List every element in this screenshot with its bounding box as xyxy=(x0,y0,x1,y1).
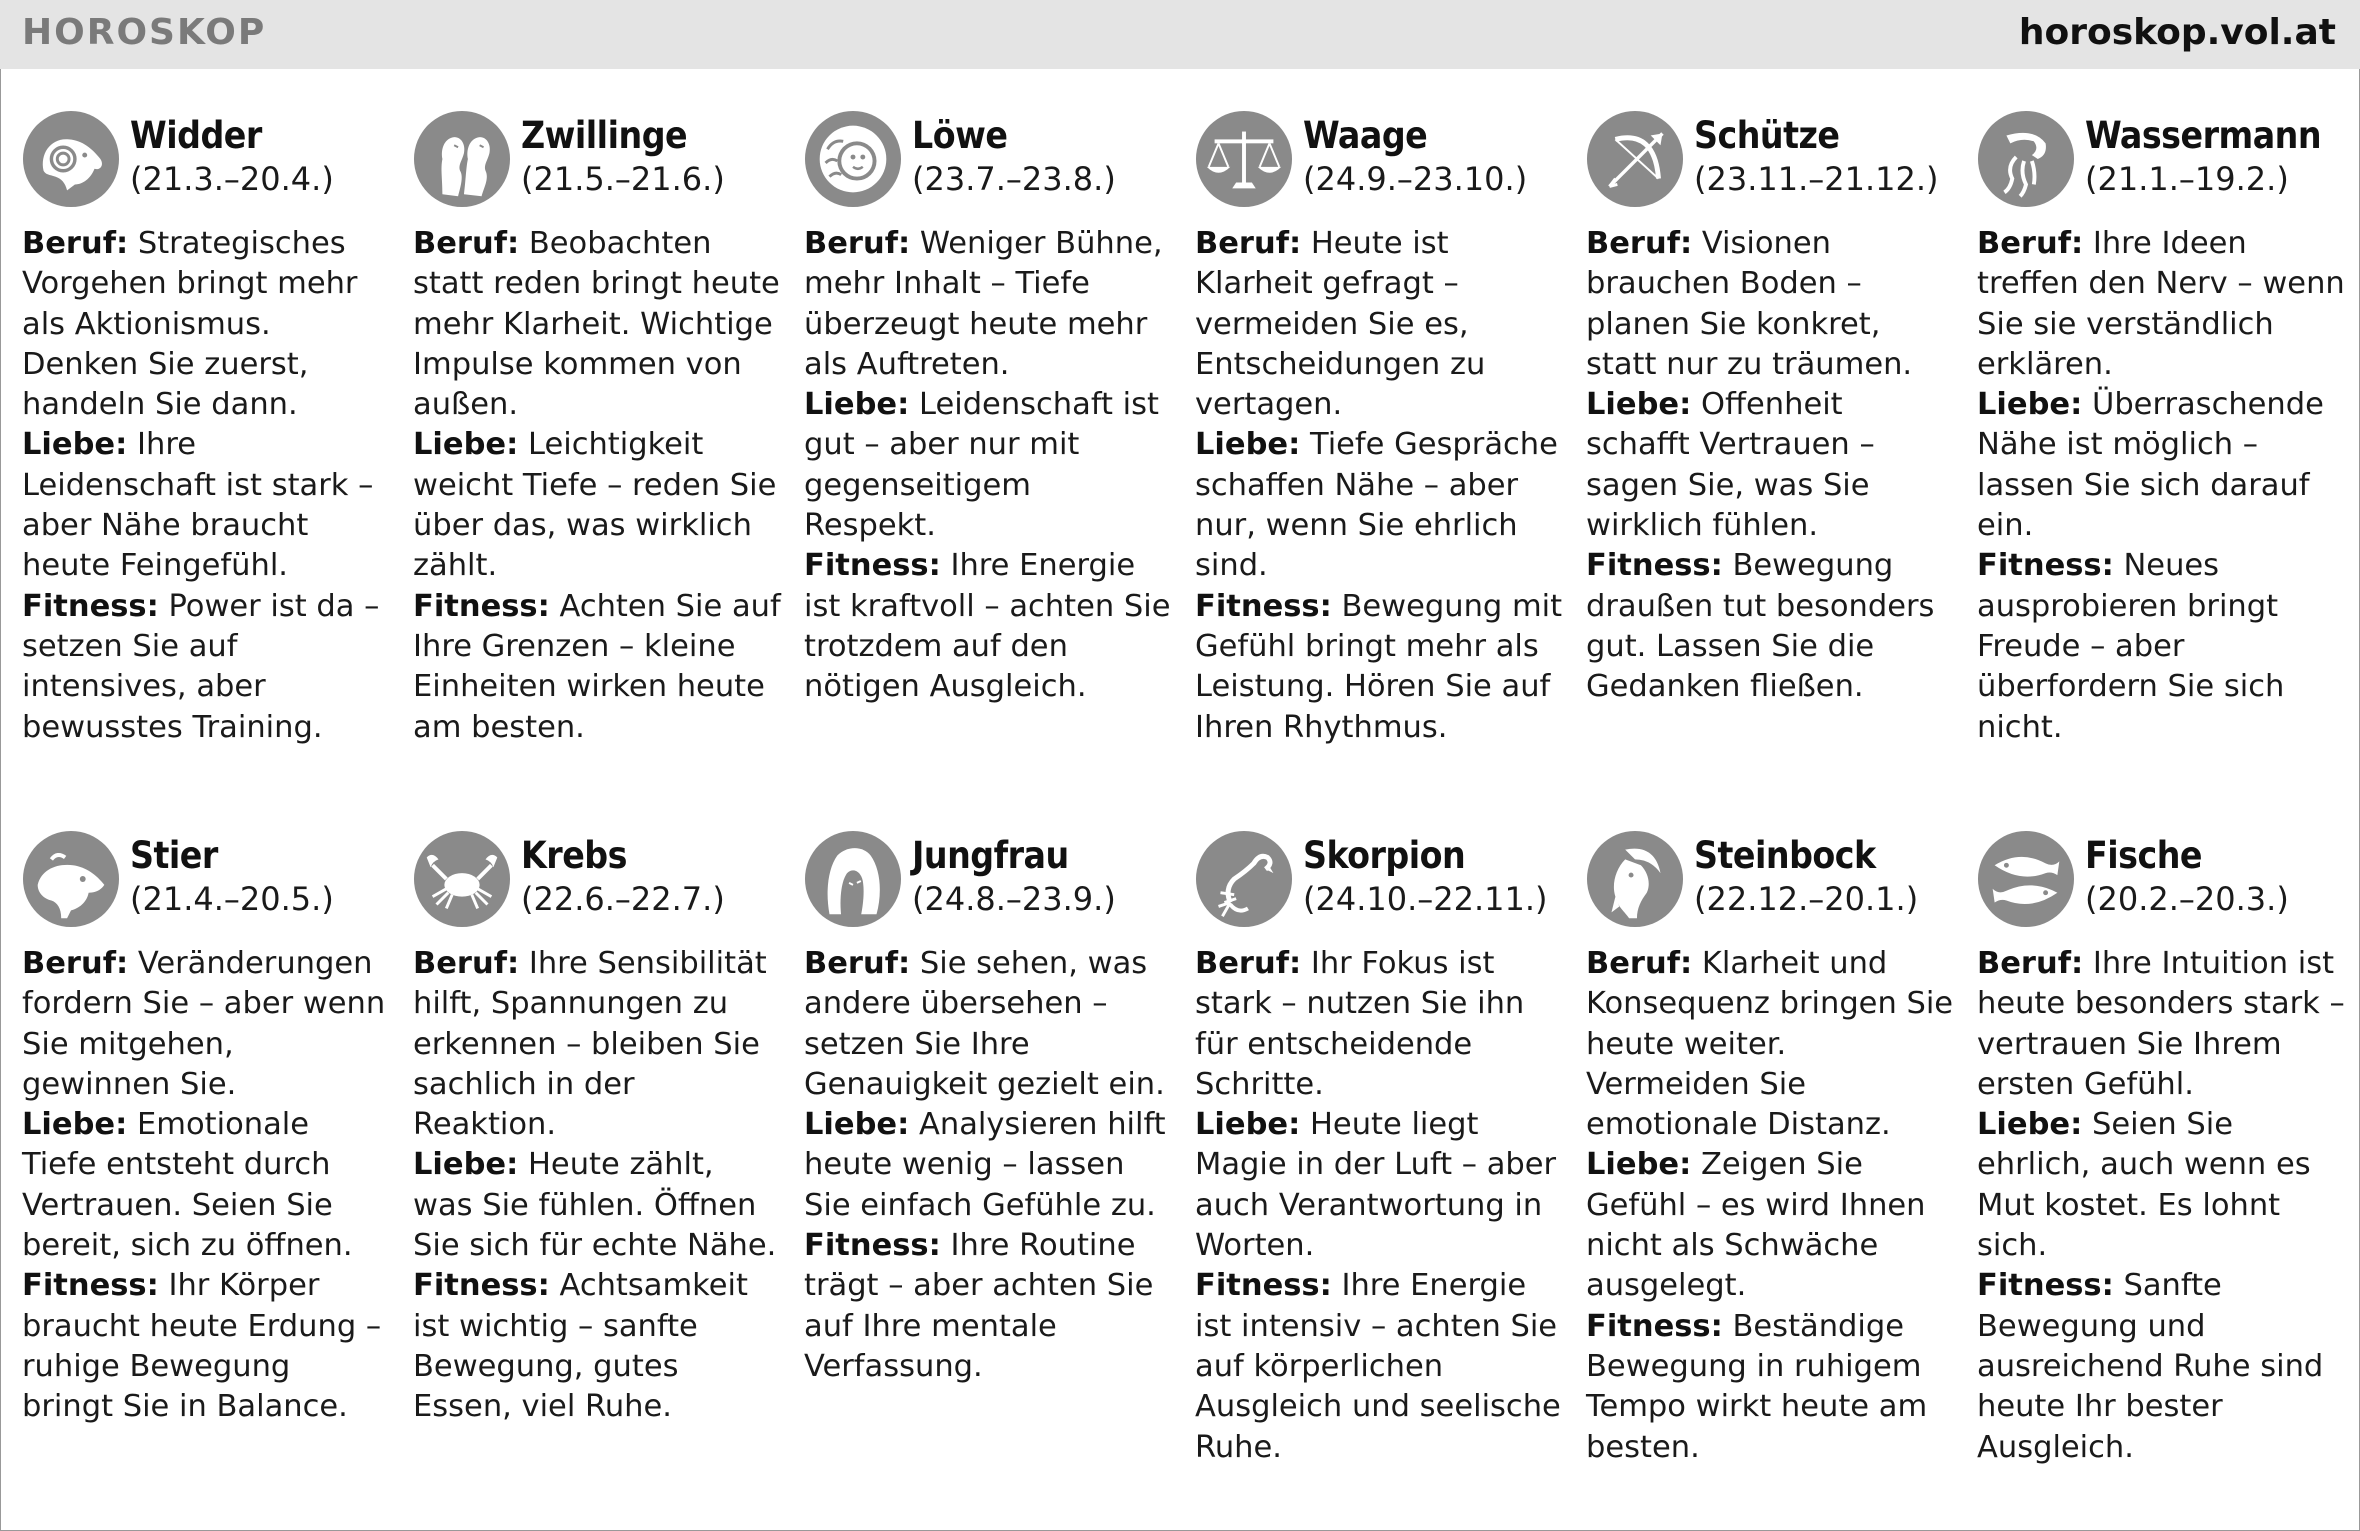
beruf-text: Veränderungen fordern Sie – aber wenn Sie mitgehen, gewinnen Sie. xyxy=(22,946,386,1102)
liebe-label: Liebe: xyxy=(22,1107,128,1143)
sign-text xyxy=(1586,944,1954,1468)
liebe-label: Liebe: xyxy=(413,427,519,463)
beruf-label: Beruf: xyxy=(22,946,129,981)
crab-icon xyxy=(413,830,511,928)
liebe-label: Liebe: xyxy=(413,1147,519,1183)
fitness-text: Bewegung mit Gefühl bringt mehr als Leistung. Hören Sie auf Ihren Rhythmus. xyxy=(1195,588,1563,745)
bow-arrow-icon xyxy=(1586,110,1684,208)
maiden-icon xyxy=(804,830,902,928)
sign-text xyxy=(1195,224,1563,748)
sign-text xyxy=(1586,224,1954,708)
sign-name: Wassermann xyxy=(2085,114,2322,157)
sign-dates: (23.11.–21.12.) xyxy=(1694,160,1939,198)
liebe-text: Ihre Leidenschaft ist stark – aber Nähe braucht heute Feingefühl. xyxy=(22,427,374,584)
bull-icon xyxy=(22,830,120,928)
sign-text xyxy=(22,224,390,748)
sign-text xyxy=(413,224,781,748)
beruf-label: Beruf: xyxy=(1586,226,1693,261)
sign-dates: (21.1.–19.2.) xyxy=(2085,160,2289,198)
sign-text xyxy=(804,224,1172,708)
fitness-label: Fitness: xyxy=(1586,1308,1723,1344)
sign-dates: (22.6.–22.7.) xyxy=(521,880,725,918)
sign-text xyxy=(1977,224,2345,748)
beruf-text: Ihre Ideen treffen den Nerv – wenn Sie sie verständlich erklären. xyxy=(1977,226,2345,382)
liebe-text: Emotionale Tiefe entsteht durch Vertrauen. Seien Sie bereit, sich zu öffnen. xyxy=(22,1107,353,1264)
beruf-label: Beruf: xyxy=(804,226,911,261)
sign-name: Fische xyxy=(2085,834,2202,877)
beruf-label: Beruf: xyxy=(1977,226,2084,261)
scales-icon xyxy=(1195,110,1293,208)
sign-dates: (24.9.–23.10.) xyxy=(1303,160,1528,198)
beruf-text: Klarheit und Konsequenz bringen Sie heute weiter. Vermeiden Sie emotionale Distanz. xyxy=(1586,946,1954,1143)
fitness-text: Ihr Körper braucht heute Erdung – ruhige Bewegung bringt Sie in Balance. xyxy=(22,1268,382,1425)
beruf-text: Visionen brauchen Boden – planen Sie konkret, statt nur zu träumen. xyxy=(1586,226,1913,382)
beruf-label: Beruf: xyxy=(413,226,520,261)
sign-name: Krebs xyxy=(521,834,627,877)
sign-name: Löwe xyxy=(912,114,1008,157)
sign-dates: (24.8.–23.9.) xyxy=(912,880,1116,918)
sign-text xyxy=(1977,944,2345,1468)
fitness-text: Achtsamkeit ist wichtig – sanfte Bewegung, gutes Essen, viel Ruhe. xyxy=(413,1268,748,1425)
sign-text xyxy=(413,944,781,1428)
beruf-label: Beruf: xyxy=(804,946,911,981)
fitness-text: Ihre Energie ist intensiv – achten Sie auf körperlichen Ausgleich und seelische Ruhe. xyxy=(1195,1268,1561,1465)
sign-name: Steinbock xyxy=(1694,834,1876,877)
header-bar xyxy=(0,0,2360,69)
liebe-label: Liebe: xyxy=(22,427,128,463)
fitness-text: Ihre Energie ist kraftvoll – achten Sie trotzdem auf den nötigen Ausgleich. xyxy=(804,548,1171,705)
liebe-text: Analysieren hilft heute wenig – lassen Sie einfach Gefühle zu. xyxy=(804,1107,1166,1223)
liebe-text: Zeigen Sie Gefühl – es wird Ihnen nicht als Schwäche ausgelegt. xyxy=(1586,1147,1926,1304)
fitness-text: Power ist da – setzen Sie auf intensives, aber bewusstes Training. xyxy=(22,588,380,745)
liebe-text: Überraschende Nähe ist möglich – lassen Sie sich darauf ein. xyxy=(1977,387,2324,544)
sign-dates: (23.7.–23.8.) xyxy=(912,160,1116,198)
scorpion-icon xyxy=(1195,830,1293,928)
sign-name: Waage xyxy=(1303,114,1428,157)
liebe-text: Leidenschaft ist gut – aber nur mit gegenseitigem Respekt. xyxy=(804,387,1160,544)
fitness-label: Fitness: xyxy=(804,1228,941,1264)
sign-dates: (20.2.–20.3.) xyxy=(2085,880,2289,918)
liebe-label: Liebe: xyxy=(804,387,910,423)
liebe-label: Liebe: xyxy=(1195,427,1301,463)
beruf-label: Beruf: xyxy=(1195,946,1302,981)
sign-name: Schütze xyxy=(1694,114,1840,157)
beruf-label: Beruf: xyxy=(22,226,129,261)
sign-text xyxy=(804,944,1172,1387)
fitness-label: Fitness: xyxy=(413,588,550,624)
beruf-text: Beobachten statt reden bringt heute mehr Klarheit. Wichtige Impulse kommen von außen. xyxy=(413,226,780,423)
beruf-text: Ihr Fokus ist stark – nutzen Sie ihn für entscheidende Schritte. xyxy=(1195,946,1525,1102)
fitness-label: Fitness: xyxy=(1977,1268,2114,1304)
beruf-text: Weniger Bühne, mehr Inhalt – Tiefe überzeugt heute mehr als Auftreten. xyxy=(804,226,1163,382)
liebe-text: Seien Sie ehrlich, auch wenn es Mut kostet. Es lohnt sich. xyxy=(1977,1107,2311,1264)
section-title: HOROSKOP xyxy=(22,12,267,53)
liebe-text: Tiefe Gespräche schaffen Nähe – aber nur, wenn Sie ehrlich sind. xyxy=(1195,427,1558,584)
fish-icon xyxy=(1977,830,2075,928)
capricorn-icon xyxy=(1586,830,1684,928)
fitness-text: Bewegung draußen tut besonders gut. Lassen Sie die Gedanken fließen. xyxy=(1586,548,1935,705)
sign-dates: (22.12.–20.1.) xyxy=(1694,880,1919,918)
sign-dates: (21.4.–20.5.) xyxy=(130,880,334,918)
sign-dates: (24.10.–22.11.) xyxy=(1303,880,1548,918)
fitness-text: Ihre Routine trägt – aber achten Sie auf Ihre mentale Verfassung. xyxy=(804,1228,1154,1384)
sign-dates: (21.5.–21.6.) xyxy=(521,160,725,198)
liebe-label: Liebe: xyxy=(1586,387,1692,423)
beruf-text: Ihre Intuition ist heute besonders stark – vertrauen Sie Ihrem ersten Gefühl. xyxy=(1977,946,2345,1102)
fitness-label: Fitness: xyxy=(1586,548,1723,584)
fitness-text: Neues ausprobieren bringt Freude – aber überfordern Sie sich nicht. xyxy=(1977,548,2285,745)
liebe-label: Liebe: xyxy=(1195,1107,1301,1143)
liebe-text: Leichtigkeit weicht Tiefe – reden Sie über das, was wirklich zählt. xyxy=(413,427,777,584)
fitness-text: Sanfte Bewegung und ausreichend Ruhe sind heute Ihr bester Ausgleich. xyxy=(1977,1268,2324,1465)
liebe-text: Heute liegt Magie in der Luft – aber auch Verantwortung in Worten. xyxy=(1195,1107,1557,1264)
liebe-label: Liebe: xyxy=(1977,1107,2083,1143)
lion-icon xyxy=(804,110,902,208)
sign-name: Widder xyxy=(130,114,262,157)
fitness-label: Fitness: xyxy=(22,1268,159,1304)
liebe-label: Liebe: xyxy=(1586,1147,1692,1183)
fitness-label: Fitness: xyxy=(1195,1268,1332,1304)
sign-dates: (21.3.–20.4.) xyxy=(130,160,334,198)
fitness-label: Fitness: xyxy=(22,588,159,624)
sign-name: Skorpion xyxy=(1303,834,1466,877)
fitness-text: Beständige Bewegung in ruhigem Tempo wirkt heute am besten. xyxy=(1586,1308,1928,1465)
ram-icon xyxy=(22,110,120,208)
sign-text xyxy=(22,944,390,1428)
sign-name: Zwillinge xyxy=(521,114,688,157)
fitness-label: Fitness: xyxy=(1195,588,1332,624)
liebe-label: Liebe: xyxy=(804,1107,910,1143)
fitness-label: Fitness: xyxy=(1977,548,2114,584)
sign-name: Stier xyxy=(130,834,218,877)
beruf-label: Beruf: xyxy=(1195,226,1302,261)
beruf-label: Beruf: xyxy=(413,946,520,981)
fitness-label: Fitness: xyxy=(804,548,941,584)
site-url: horoskop.vol.at xyxy=(2018,12,2336,53)
beruf-label: Beruf: xyxy=(1586,946,1693,981)
twins-icon xyxy=(413,110,511,208)
beruf-label: Beruf: xyxy=(1977,946,2084,981)
fitness-text: Achten Sie auf Ihre Grenzen – kleine Einheiten wirken heute am besten. xyxy=(413,588,781,745)
sign-name: Jungfrau xyxy=(912,834,1069,877)
liebe-label: Liebe: xyxy=(1977,387,2083,423)
liebe-text: Offenheit schafft Vertrauen – sagen Sie, was Sie wirklich fühlen. xyxy=(1586,387,1875,544)
beruf-text: Sie sehen, was andere übersehen – setzen Sie Ihre Genauigkeit gezielt ein. xyxy=(804,946,1165,1102)
beruf-text: Ihre Sensibilität hilft, Spannungen zu erkennen – bleiben Sie sachlich in der Reaktion. xyxy=(413,946,767,1143)
beruf-text: Strategisches Vorgehen bringt mehr als Aktionismus. Denken Sie zuerst, handeln Sie dann. xyxy=(22,226,358,423)
beruf-text: Heute ist Klarheit gefragt – vermeiden Sie es, Entscheidungen zu vertagen. xyxy=(1195,226,1486,423)
fitness-label: Fitness: xyxy=(413,1268,550,1304)
water-bearer-icon xyxy=(1977,110,2075,208)
liebe-text: Heute zählt, was Sie fühlen. Öffnen Sie sich für echte Nähe. xyxy=(413,1147,777,1264)
sign-text xyxy=(1195,944,1563,1468)
